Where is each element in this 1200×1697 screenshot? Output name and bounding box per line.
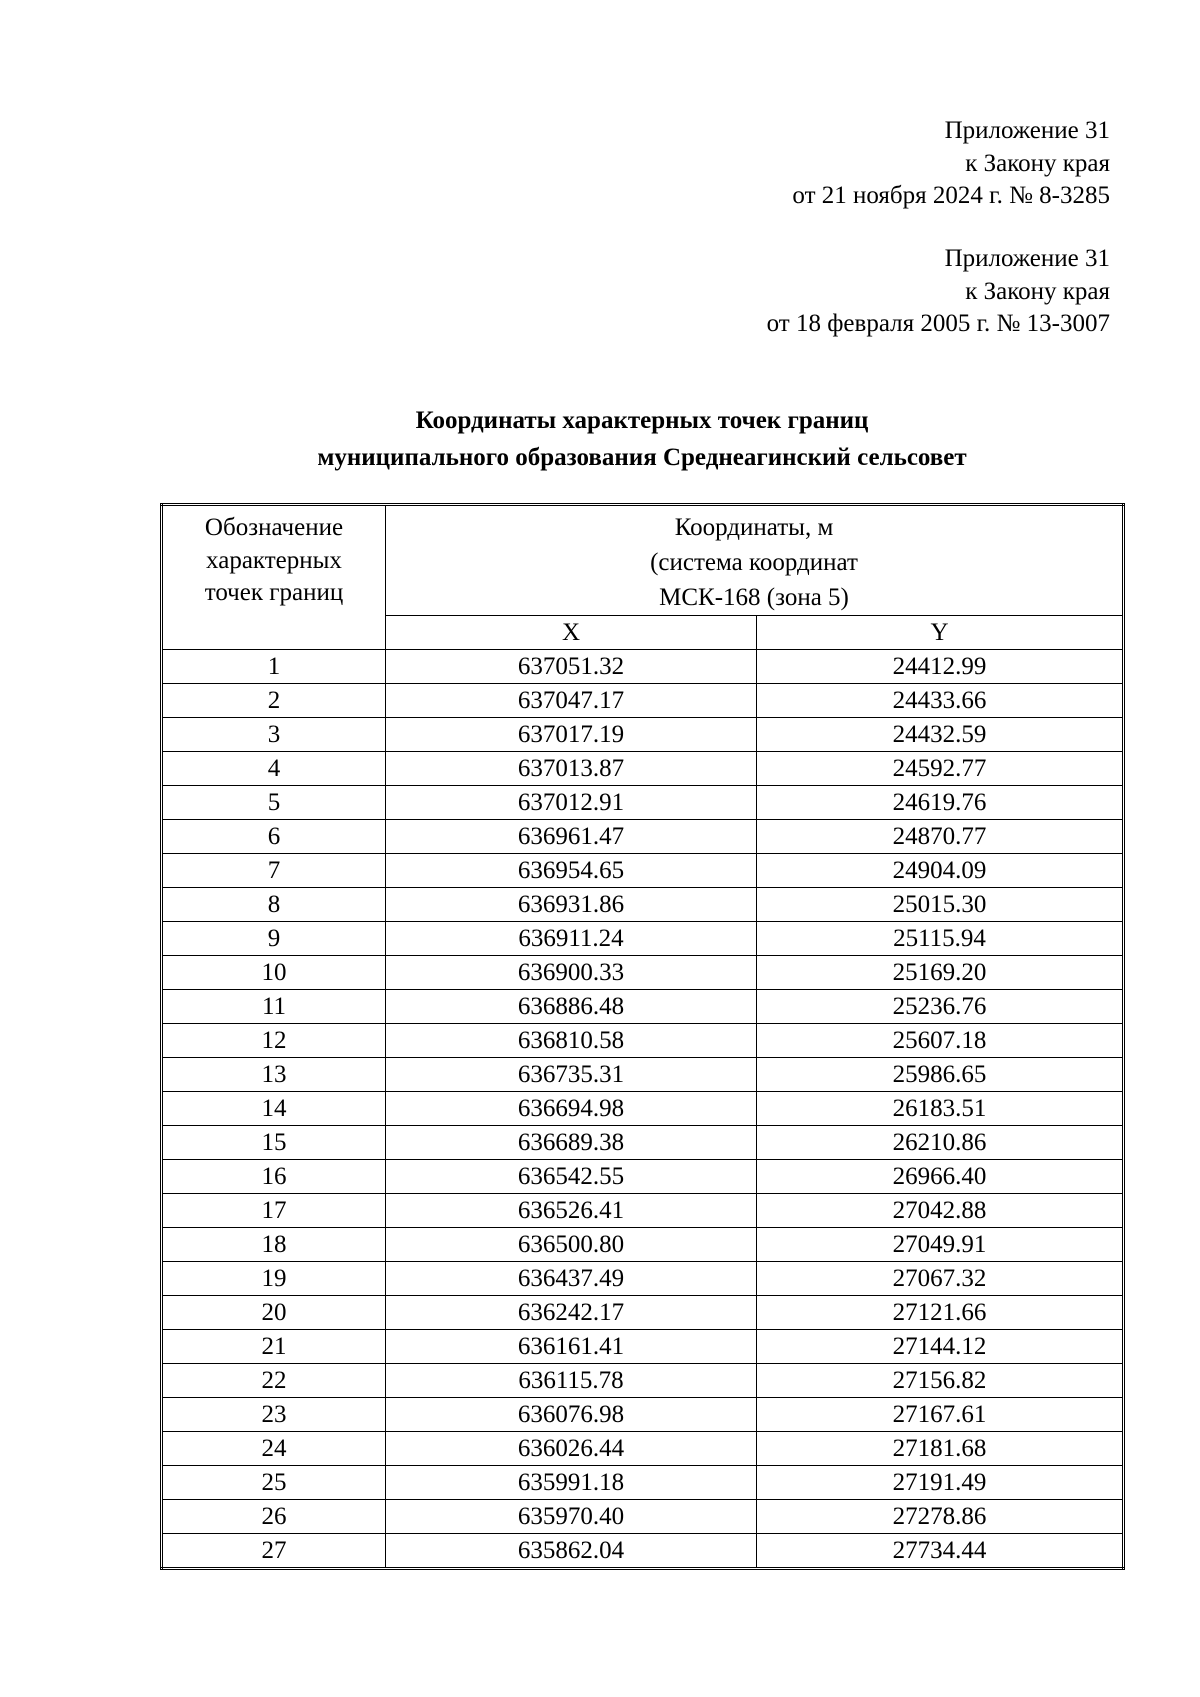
point-number: 13 xyxy=(162,1058,386,1092)
point-label-header xyxy=(162,505,386,650)
y-value: 27121.66 xyxy=(757,1296,1124,1330)
y-value: 24904.09 xyxy=(757,854,1124,888)
law-reference: к Закону края xyxy=(965,277,1110,305)
point-number: 25 xyxy=(162,1466,386,1500)
point-number: 16 xyxy=(162,1160,386,1194)
table-row xyxy=(162,752,1124,786)
x-value: 636542.55 xyxy=(386,1160,757,1194)
header-line: точек границ xyxy=(204,579,344,606)
point-number: 14 xyxy=(162,1092,386,1126)
x-value: 637051.32 xyxy=(386,650,757,684)
law-date: от 21 ноября 2024 г. № 8-3285 xyxy=(792,182,1110,209)
table-row xyxy=(162,1092,1124,1126)
point-number: 8 xyxy=(162,888,386,922)
point-number: 15 xyxy=(162,1126,386,1160)
x-value: 636931.86 xyxy=(386,888,757,922)
x-value: 636900.33 xyxy=(386,956,757,990)
y-value: 26183.51 xyxy=(757,1092,1124,1126)
x-value: 636500.80 xyxy=(386,1228,757,1262)
y-value: 27042.88 xyxy=(757,1194,1124,1228)
x-value: 636954.65 xyxy=(386,854,757,888)
y-value: 27049.91 xyxy=(757,1228,1124,1262)
point-number: 7 xyxy=(162,854,386,888)
table-row xyxy=(162,1534,1124,1569)
header-line: Координаты, м xyxy=(674,514,834,541)
y-value: 27278.86 xyxy=(757,1500,1124,1534)
point-number: 6 xyxy=(162,820,386,854)
table-row xyxy=(162,684,1124,718)
table-row xyxy=(162,1398,1124,1432)
y-value: 27167.61 xyxy=(757,1398,1124,1432)
x-value: 636961.47 xyxy=(386,820,757,854)
x-value: 635970.40 xyxy=(386,1500,757,1534)
point-number: 1 xyxy=(162,650,386,684)
x-value: 636526.41 xyxy=(386,1194,757,1228)
x-value: 635862.04 xyxy=(386,1534,757,1569)
y-value: 24433.66 xyxy=(757,684,1124,718)
y-value: 27191.49 xyxy=(757,1466,1124,1500)
x-value: 636810.58 xyxy=(386,1024,757,1058)
law-reference: к Закону края xyxy=(965,149,1110,177)
x-value: 637017.19 xyxy=(386,718,757,752)
y-value: 24592.77 xyxy=(757,752,1124,786)
header-line: (система координат xyxy=(650,549,858,576)
x-header: X xyxy=(386,616,757,650)
x-value: 637013.87 xyxy=(386,752,757,786)
point-number: 21 xyxy=(162,1330,386,1364)
x-value: 635991.18 xyxy=(386,1466,757,1500)
point-number: 22 xyxy=(162,1364,386,1398)
table-row xyxy=(162,650,1124,684)
x-value: 636076.98 xyxy=(386,1398,757,1432)
y-value: 27144.12 xyxy=(757,1330,1124,1364)
x-value: 637047.17 xyxy=(386,684,757,718)
y-value: 25236.76 xyxy=(757,990,1124,1024)
table-row xyxy=(162,990,1124,1024)
x-value: 636437.49 xyxy=(386,1262,757,1296)
header-line: Обозначение xyxy=(204,514,344,541)
table-row xyxy=(162,888,1124,922)
coordinates-table xyxy=(160,503,1125,1570)
x-value: 637012.91 xyxy=(386,786,757,820)
y-value: 25607.18 xyxy=(757,1024,1124,1058)
y-value: 25986.65 xyxy=(757,1058,1124,1092)
point-number: 10 xyxy=(162,956,386,990)
table-row xyxy=(162,786,1124,820)
table-row xyxy=(162,1126,1124,1160)
y-value: 26966.40 xyxy=(757,1160,1124,1194)
table-row xyxy=(162,1160,1124,1194)
table-row xyxy=(162,922,1124,956)
header-line: МСК-168 (зона 5) xyxy=(659,584,849,611)
y-value: 24432.59 xyxy=(757,718,1124,752)
point-number: 4 xyxy=(162,752,386,786)
x-value: 636735.31 xyxy=(386,1058,757,1092)
y-value: 24412.99 xyxy=(757,650,1124,684)
point-number: 12 xyxy=(162,1024,386,1058)
x-value: 636242.17 xyxy=(386,1296,757,1330)
x-value: 636161.41 xyxy=(386,1330,757,1364)
y-header: Y xyxy=(757,616,1124,650)
point-number: 5 xyxy=(162,786,386,820)
y-value: 25015.30 xyxy=(757,888,1124,922)
y-value: 25115.94 xyxy=(757,922,1124,956)
x-value: 636886.48 xyxy=(386,990,757,1024)
table-row xyxy=(162,820,1124,854)
y-value: 24619.76 xyxy=(757,786,1124,820)
x-value: 636694.98 xyxy=(386,1092,757,1126)
point-number: 24 xyxy=(162,1432,386,1466)
table-row xyxy=(162,1262,1124,1296)
y-value: 27734.44 xyxy=(757,1534,1124,1569)
point-number: 11 xyxy=(162,990,386,1024)
document-title xyxy=(160,402,1124,476)
x-value: 636026.44 xyxy=(386,1432,757,1466)
x-value: 636115.78 xyxy=(386,1364,757,1398)
point-number: 18 xyxy=(162,1228,386,1262)
title-line: Координаты характерных точек границ xyxy=(415,407,869,434)
table-row xyxy=(162,854,1124,888)
appendix-header-current xyxy=(792,115,1110,213)
table-row xyxy=(162,1058,1124,1092)
point-number: 19 xyxy=(162,1262,386,1296)
table-row xyxy=(162,1432,1124,1466)
table-row xyxy=(162,1024,1124,1058)
table-row xyxy=(162,1194,1124,1228)
y-value: 27067.32 xyxy=(757,1262,1124,1296)
y-value: 27181.68 xyxy=(757,1432,1124,1466)
point-number: 9 xyxy=(162,922,386,956)
appendix-number: Приложение 31 xyxy=(944,117,1110,144)
point-number: 27 xyxy=(162,1534,386,1569)
table-row xyxy=(162,956,1124,990)
table-row xyxy=(162,1330,1124,1364)
y-value: 26210.86 xyxy=(757,1126,1124,1160)
point-number: 20 xyxy=(162,1296,386,1330)
table-row xyxy=(162,1364,1124,1398)
point-number: 26 xyxy=(162,1500,386,1534)
x-value: 636911.24 xyxy=(386,922,757,956)
point-number: 2 xyxy=(162,684,386,718)
table-row xyxy=(162,718,1124,752)
x-value: 636689.38 xyxy=(386,1126,757,1160)
header-line: характерных xyxy=(206,546,342,574)
table-row xyxy=(162,1296,1124,1330)
table-row xyxy=(162,1500,1124,1534)
appendix-header-original xyxy=(767,243,1110,341)
appendix-number: Приложение 31 xyxy=(944,245,1110,272)
y-value: 27156.82 xyxy=(757,1364,1124,1398)
table-row xyxy=(162,1466,1124,1500)
y-value: 25169.20 xyxy=(757,956,1124,990)
table-row xyxy=(162,1228,1124,1262)
y-value: 24870.77 xyxy=(757,820,1124,854)
point-number: 23 xyxy=(162,1398,386,1432)
point-number: 3 xyxy=(162,718,386,752)
coordinates-header xyxy=(386,505,1124,616)
title-line: муниципального образования Среднеагинский сельсовет xyxy=(317,444,967,471)
law-date: от 18 февраля 2005 г. № 13-3007 xyxy=(766,310,1110,337)
point-number: 17 xyxy=(162,1194,386,1228)
